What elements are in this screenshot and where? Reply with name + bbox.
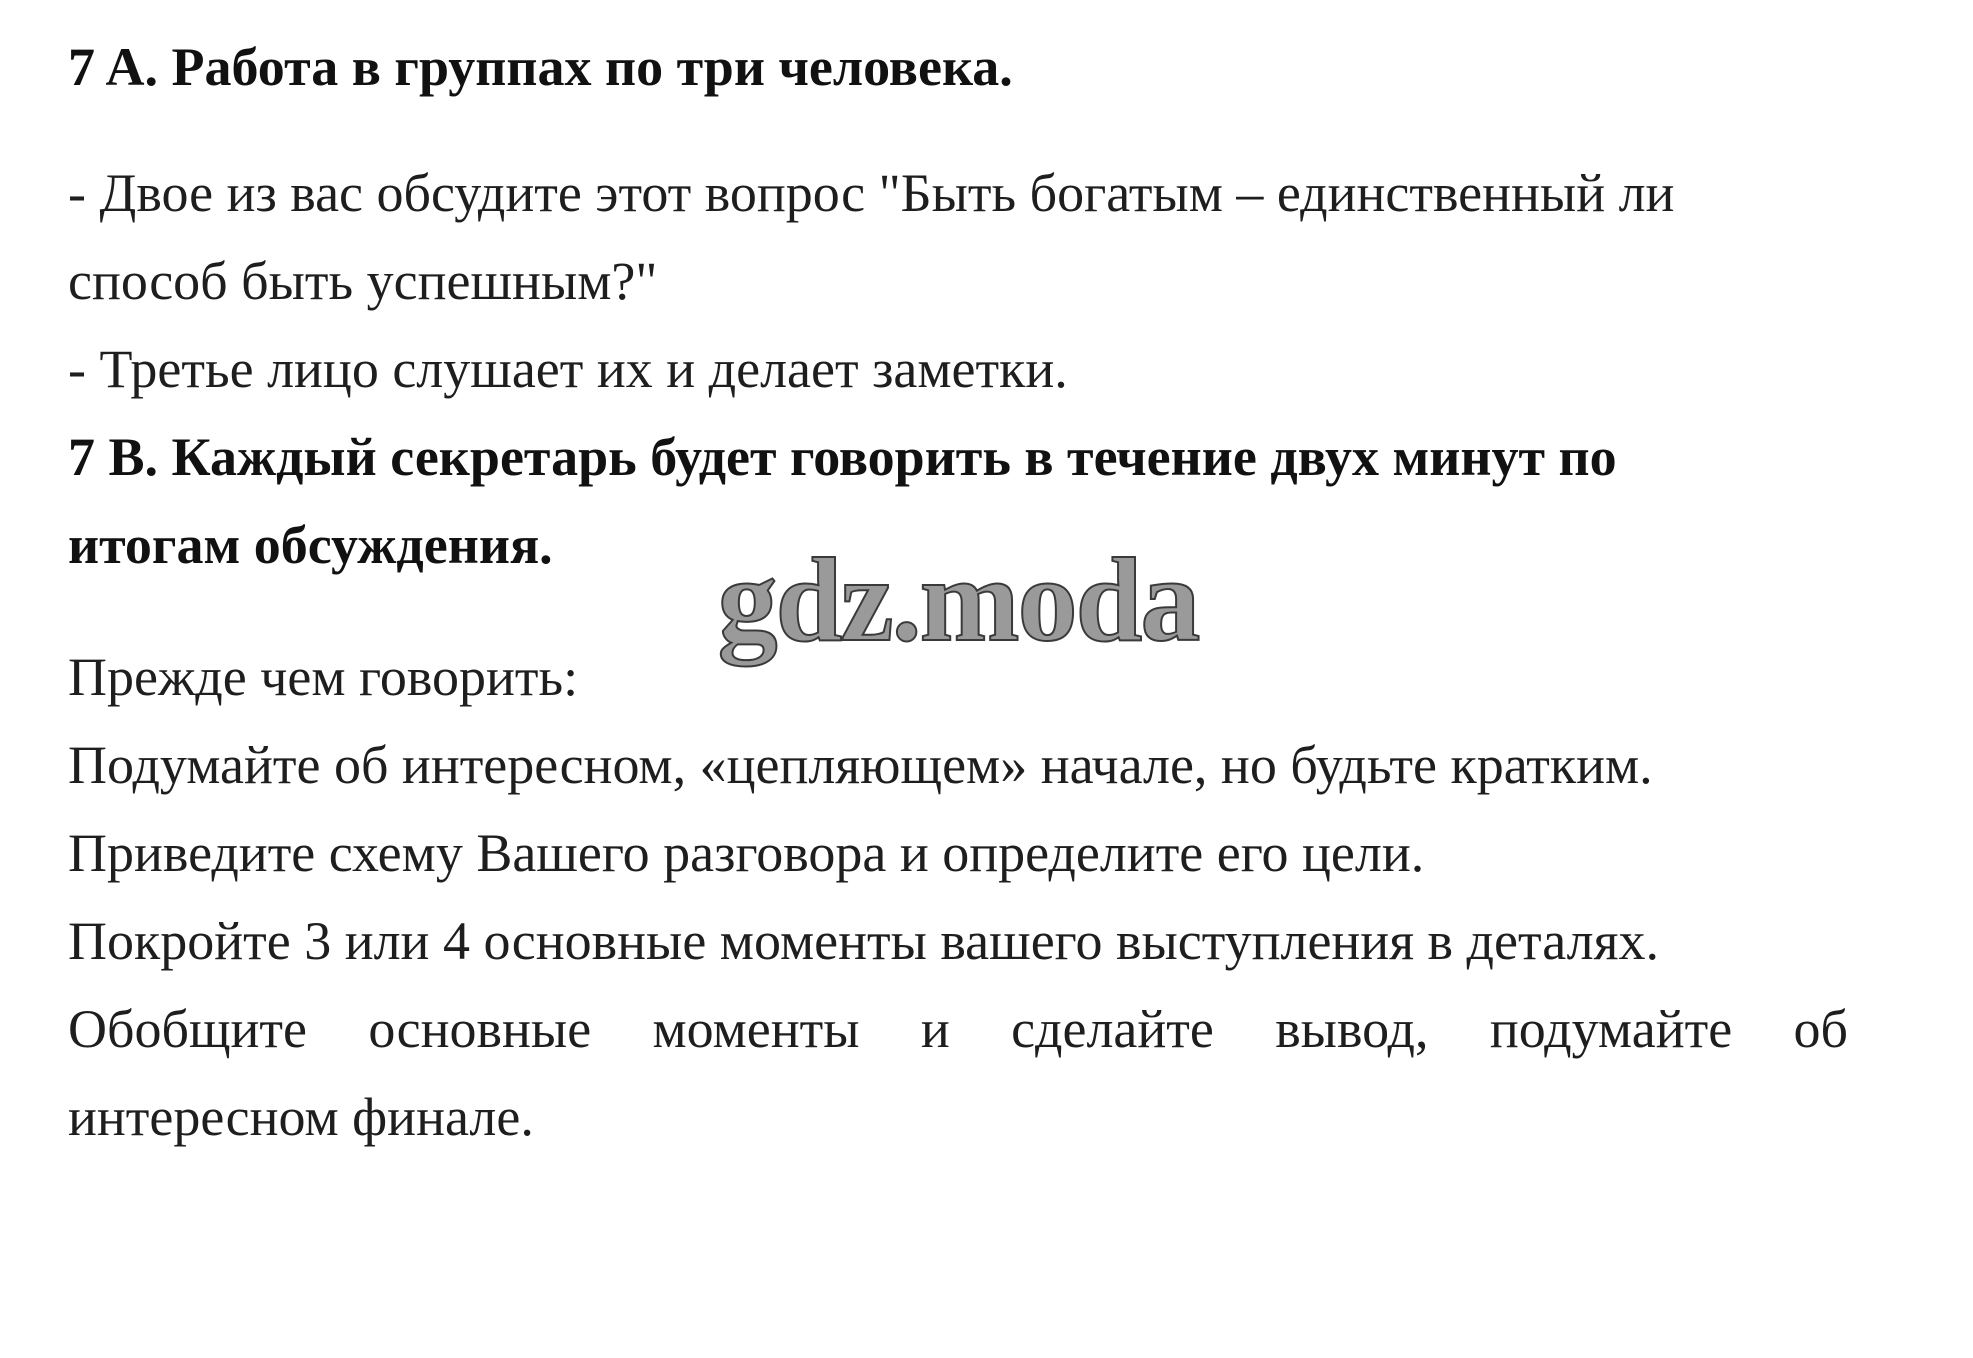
- step4-word: подумайте: [1489, 999, 1733, 1059]
- section-b-heading-line2: итогам обсуждения.: [68, 515, 553, 575]
- instructions-step3: Покройте 3 или 4 основные моменты вашего выступления в деталях.: [68, 911, 1659, 971]
- instructions-step4-line1: [68, 998, 1848, 1060]
- watermark-text: gdz.moda: [717, 548, 1199, 666]
- step4-word: об: [1793, 999, 1848, 1059]
- section-b-heading-line1: 7 B. Каждый секретарь будет говорить в течение двух минут по: [68, 427, 1617, 487]
- instructions-step2: Приведите схему Вашего разговора и определите его цели.: [68, 823, 1425, 883]
- instructions-step4-line2: интересном финале.: [68, 1087, 534, 1147]
- instructions-intro: Прежде чем говорить:: [68, 647, 579, 707]
- section-a-item1-line1: - Двое из вас обсудите этот вопрос "Быть богатым – единственный ли: [68, 163, 1675, 223]
- step4-word: моменты: [652, 999, 860, 1059]
- watermark-logo: [678, 548, 1238, 668]
- step4-word: и: [920, 999, 950, 1059]
- instructions-step1: Подумайте об интересном, «цепляющем» начале, но будьте кратким.: [68, 735, 1653, 795]
- section-a-item1-line2: способ быть успешным?": [68, 251, 658, 311]
- step4-word: сделайте: [1011, 999, 1214, 1059]
- section-a-heading: 7 A. Работа в группах по три человека.: [68, 37, 1013, 97]
- step4-word: вывод,: [1275, 999, 1429, 1059]
- step4-word: основные: [368, 999, 592, 1059]
- section-a-item2: - Третье лицо слушает их и делает заметки.: [68, 339, 1068, 399]
- step4-word: Обобщите: [68, 999, 307, 1059]
